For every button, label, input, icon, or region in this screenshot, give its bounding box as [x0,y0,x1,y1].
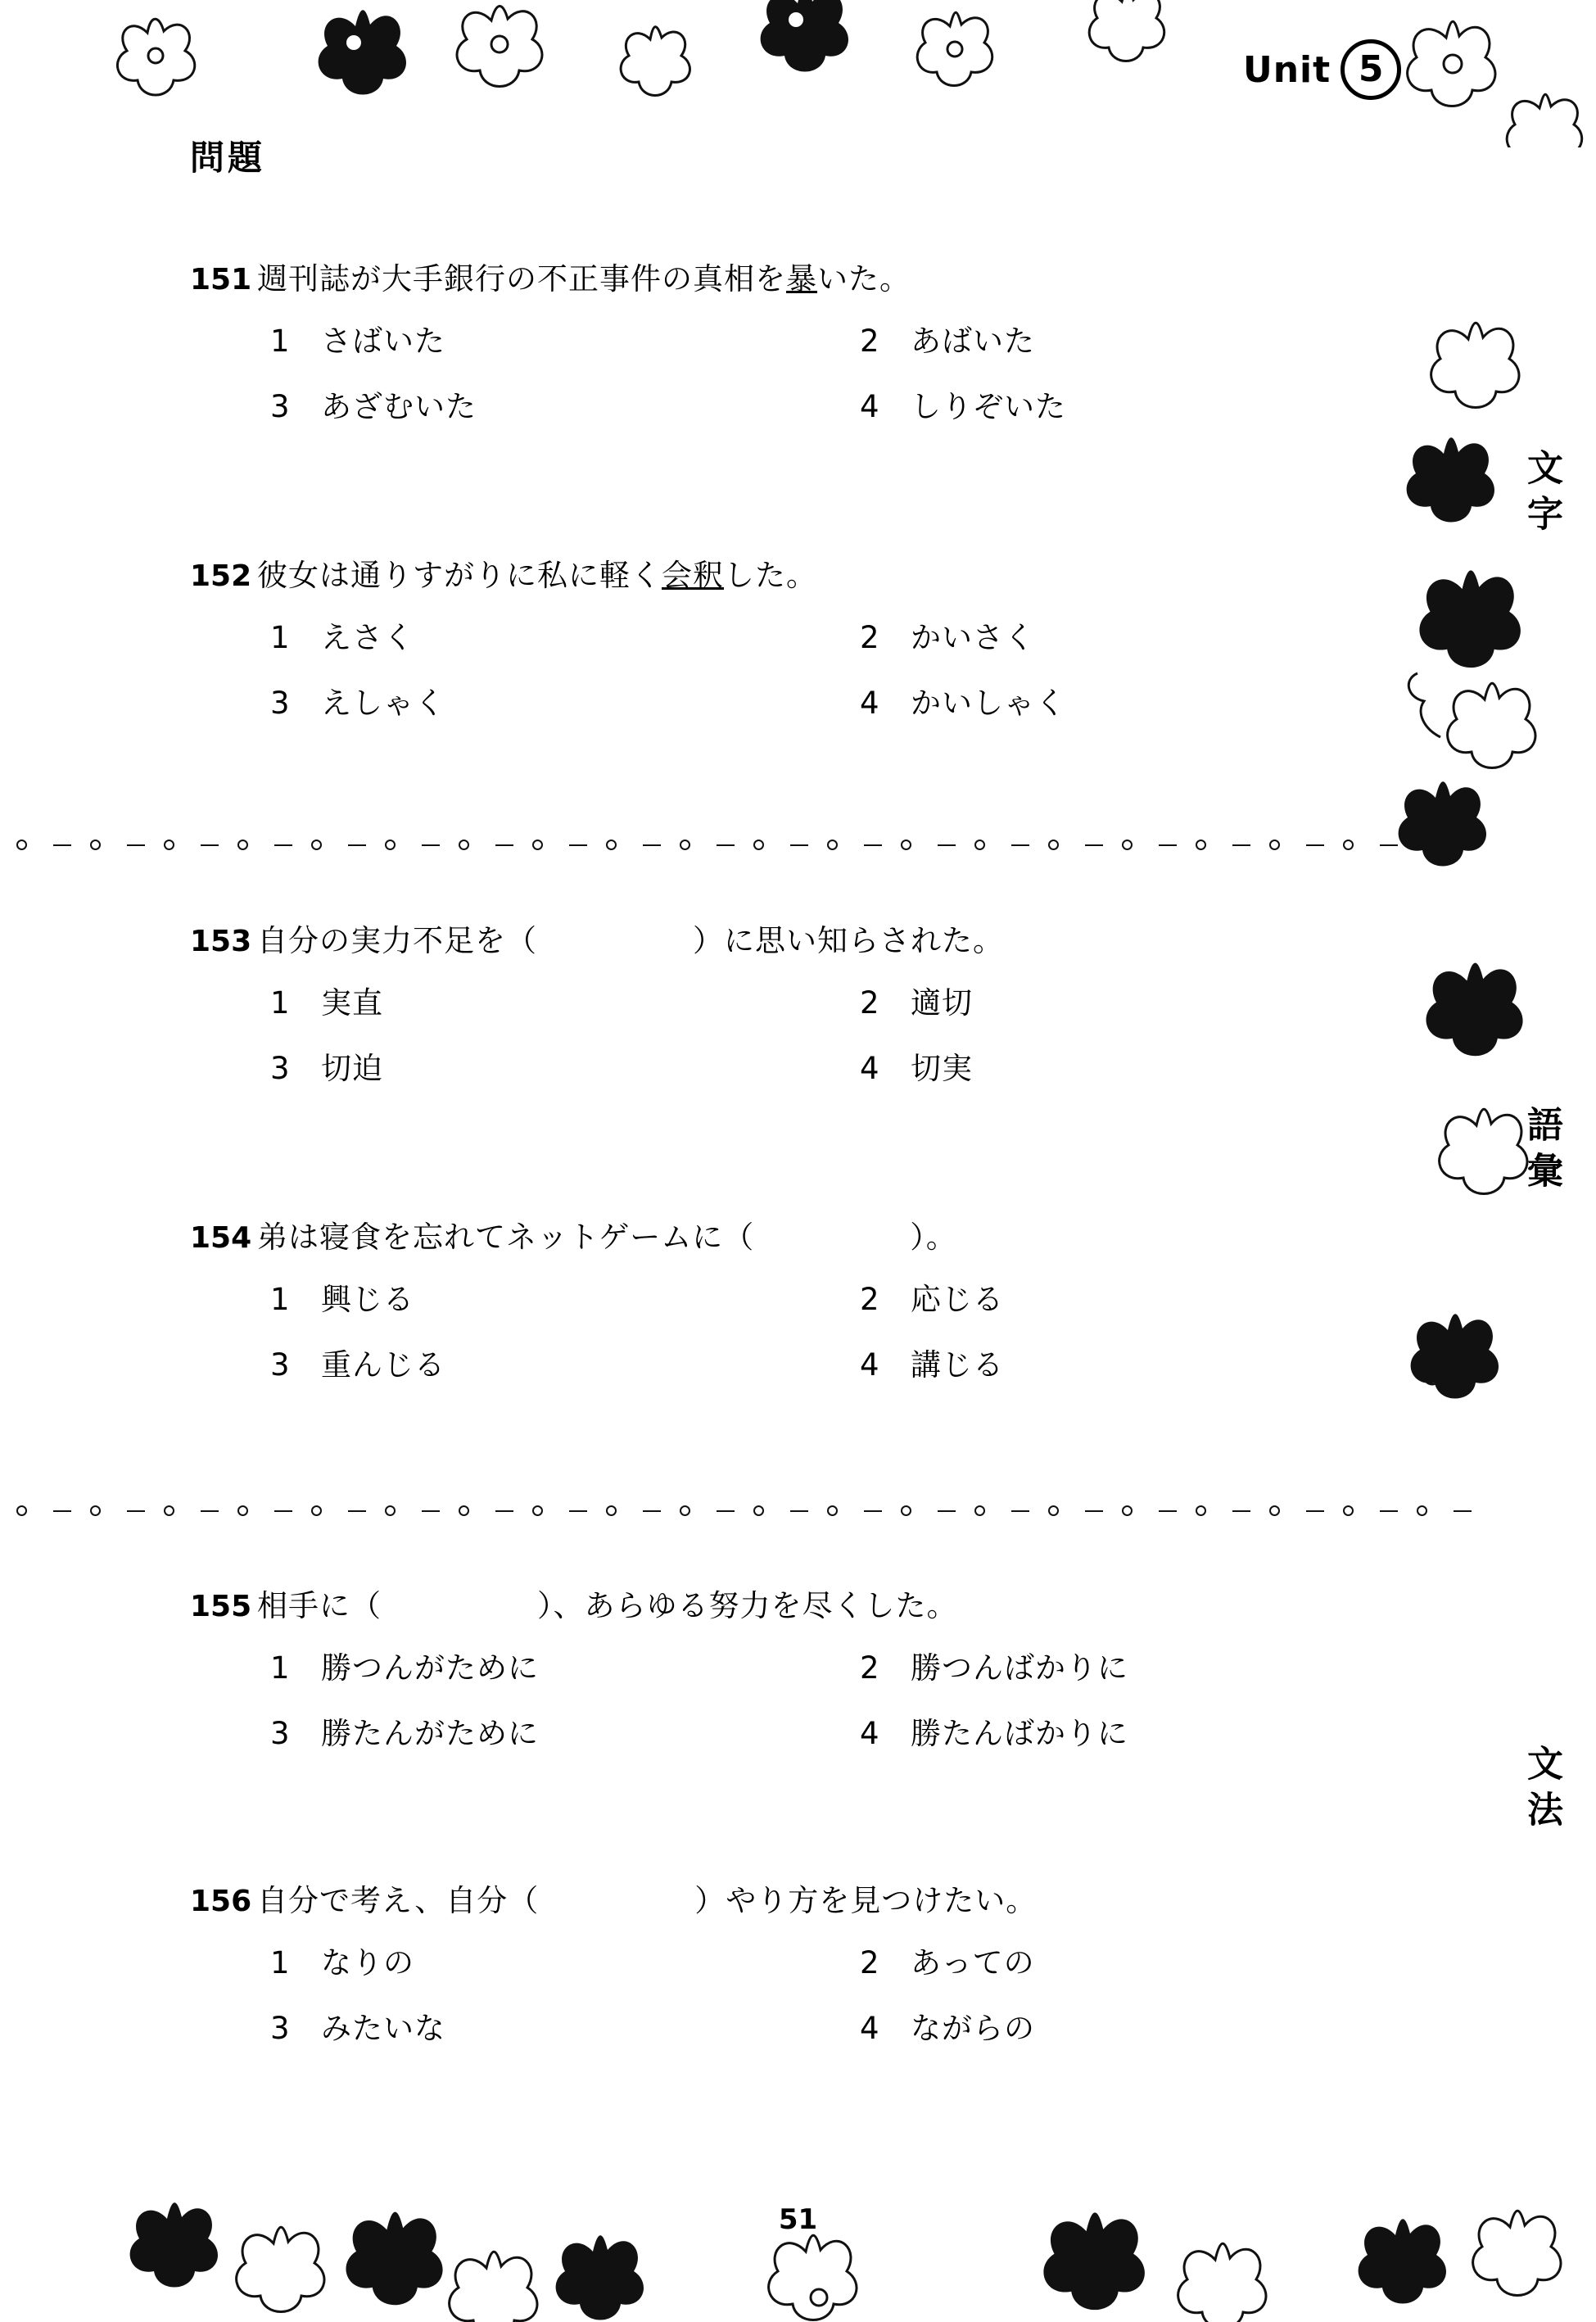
choice-option[interactable] [860,1938,1353,1982]
choice-option[interactable] [270,1643,860,1687]
choice-label: 勝たんばかりに [911,1716,1128,1751]
choice-label: 切実 [911,1051,973,1086]
question-number: 151 [190,263,252,296]
section-divider [16,1503,1458,1519]
section-label-goi: 語彙 [1521,1106,1562,1197]
question-number: 154 [190,1221,252,1255]
choice-option[interactable] [270,316,860,360]
choice-option[interactable] [860,1274,1353,1319]
question-text-before: 相手に（ ）、あらゆる努力を尽くした。 [257,1588,958,1623]
choice-option[interactable] [860,382,1353,426]
unit-number: 5 [1341,39,1401,100]
question-item [190,1581,1353,1753]
choice-label: 適切 [911,985,973,1021]
question-stem [190,550,1353,595]
section-label-moji: 文字 [1521,449,1562,541]
section-divider [16,837,1458,853]
choice-option[interactable] [270,382,860,426]
choice-number: 3 [270,686,291,721]
choice-list [270,1643,1353,1753]
question-number: 152 [190,559,252,593]
choice-number: 1 [270,620,291,655]
question-text-before: 週刊誌が大手銀行の不正事件の真相を [257,261,786,296]
choice-label: 重んじる [321,1347,445,1383]
question-stem [190,254,1353,298]
question-item [190,254,1353,426]
question-underlined-word: 暴 [786,261,817,296]
choice-option[interactable] [270,1340,860,1384]
choice-label: さばいた [321,324,445,359]
question-underlined-word: 会釈 [662,558,724,593]
choice-label: 講じる [911,1347,1004,1383]
choice-label: みたいな [321,2011,445,2046]
question-text-before: 弟は寝食を忘れてネットゲームに（ ）。 [257,1220,957,1255]
choice-label: なりの [321,1945,414,1980]
choice-option[interactable] [860,2003,1353,2048]
choice-number: 4 [860,1347,880,1383]
question-item [190,1212,1353,1384]
question-number: 156 [190,1885,252,1918]
question-stem [190,1581,1353,1625]
choice-option[interactable] [270,678,860,722]
choice-label: かいさく [911,620,1035,655]
choice-option[interactable] [270,1043,860,1088]
choice-label: あざむいた [321,389,477,424]
unit-badge [1243,39,1401,100]
question-text-before: 自分で考え、自分（ ）やり方を見つけたい。 [257,1883,1038,1918]
choice-option[interactable] [860,978,1353,1022]
choice-label: しりぞいた [911,389,1066,424]
choice-list [270,978,1353,1088]
choice-number: 2 [860,1282,880,1317]
question-item [190,1876,1353,2048]
choice-label: かいしゃく [911,686,1066,721]
choice-option[interactable] [860,1340,1353,1384]
choice-number: 2 [860,985,880,1021]
decorative-flowers-right [1383,229,1596,1704]
choice-number: 1 [270,985,291,1021]
question-text-before: 彼女は通りすがりに私に軽く [257,558,662,593]
question-number: 153 [190,925,252,958]
choice-option[interactable] [860,1709,1353,1753]
question-text-before: 自分の実力不足を（ ）に思い知らされた。 [257,923,1004,958]
choice-label: 応じる [911,1282,1004,1317]
choice-list [270,613,1353,722]
choice-list [270,1274,1353,1384]
choice-number: 1 [270,324,291,359]
choice-number: 4 [860,686,880,721]
choice-option[interactable] [860,1643,1353,1687]
choice-number: 4 [860,2011,880,2046]
choice-option[interactable] [270,1709,860,1753]
choice-label: あっての [911,1945,1035,1980]
choice-label: 勝たんがために [321,1716,539,1751]
choice-number: 1 [270,1945,291,1980]
choice-option[interactable] [270,613,860,657]
choice-number: 1 [270,1282,291,1317]
page-number: 51 [778,2203,818,2236]
choice-number: 3 [270,389,291,424]
question-stem [190,1212,1353,1256]
choice-number: 3 [270,1051,291,1086]
unit-label: Unit [1243,48,1332,91]
question-stem [190,1876,1353,1920]
choice-number: 4 [860,1716,880,1751]
choice-label: えしゃく [321,686,445,721]
choice-option[interactable] [270,1274,860,1319]
choice-option[interactable] [270,978,860,1022]
choice-label: えさく [321,620,414,655]
question-text-after: いた。 [817,261,911,296]
choice-option[interactable] [270,1938,860,1982]
choice-option[interactable] [860,678,1353,722]
choice-number: 2 [860,1650,880,1686]
section-label-bunpou: 文法 [1521,1745,1562,1836]
page-title: 問題 [190,138,266,178]
choice-option[interactable] [860,316,1353,360]
choice-number: 2 [860,1945,880,1980]
choice-label: 勝つんばかりに [911,1650,1128,1686]
question-item [190,916,1353,1088]
choice-list [270,1938,1353,2048]
question-stem [190,916,1353,960]
choice-number: 4 [860,389,880,424]
choice-label: 勝つんがために [321,1650,539,1686]
choice-number: 3 [270,1716,291,1751]
choice-list [270,316,1353,426]
question-number: 155 [190,1590,252,1623]
choice-label: 切迫 [321,1051,383,1086]
choice-option[interactable] [860,1043,1353,1088]
choice-option[interactable] [860,613,1353,657]
question-item [190,550,1353,722]
choice-label: 実直 [321,985,383,1021]
choice-option[interactable] [270,2003,860,2048]
choice-number: 1 [270,1650,291,1686]
question-text-after: した。 [724,558,817,593]
choice-label: ながらの [911,2011,1035,2046]
choice-number: 4 [860,1051,880,1086]
choice-number: 3 [270,2011,291,2046]
choice-number: 3 [270,1347,291,1383]
choice-label: あばいた [911,324,1035,359]
choice-number: 2 [860,324,880,359]
choice-number: 2 [860,620,880,655]
choice-label: 興じる [321,1282,414,1317]
